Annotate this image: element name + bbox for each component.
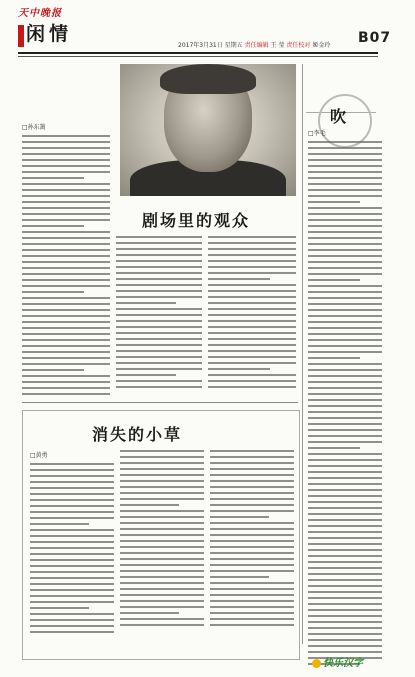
grass-byline: □黄勇 (30, 452, 48, 459)
masthead (18, 4, 96, 56)
page-number: B07 (358, 30, 392, 46)
header-rule-thin (18, 56, 378, 57)
feature-headline: 剧场里的观众 (142, 211, 251, 230)
left-column-text (22, 122, 110, 399)
right-article-title: 吹 (330, 107, 347, 126)
editor-name: 王 莹 (270, 42, 285, 49)
left-byline: □孙东篱 (22, 124, 46, 131)
weekday: 星期五 (224, 42, 243, 49)
editor-label: 责任编辑 (244, 42, 269, 49)
happy-chinese-logo (312, 654, 363, 669)
masthead-accent-bar (18, 25, 24, 47)
date-line (178, 40, 330, 49)
elderly-man-photo (120, 64, 296, 196)
proof-label: 责任校对 (286, 42, 311, 49)
section-title: 闲情 (26, 23, 73, 45)
logo-text: 快乐汉字 (323, 658, 363, 669)
feature-text-col-1 (116, 236, 202, 392)
proofreader-name: 姬金玲 (312, 42, 331, 49)
photo-cap-shape (160, 64, 256, 94)
header-rule (18, 52, 378, 54)
grass-text-col-1 (30, 450, 114, 637)
column-divider (302, 64, 303, 644)
masthead-newspaper-name: 天中晚报 (18, 8, 62, 19)
grass-text-col-2 (120, 450, 204, 630)
feature-text-col-2 (208, 236, 296, 392)
right-column-text (308, 128, 382, 669)
grass-text-col-3 (210, 450, 294, 630)
logo-dot-icon (312, 659, 321, 668)
section-divider (22, 402, 298, 403)
right-byline: □李毛 (308, 130, 326, 137)
grass-article-title: 消失的小草 (92, 425, 183, 444)
publish-date: 2017年3月31日 (178, 42, 223, 49)
